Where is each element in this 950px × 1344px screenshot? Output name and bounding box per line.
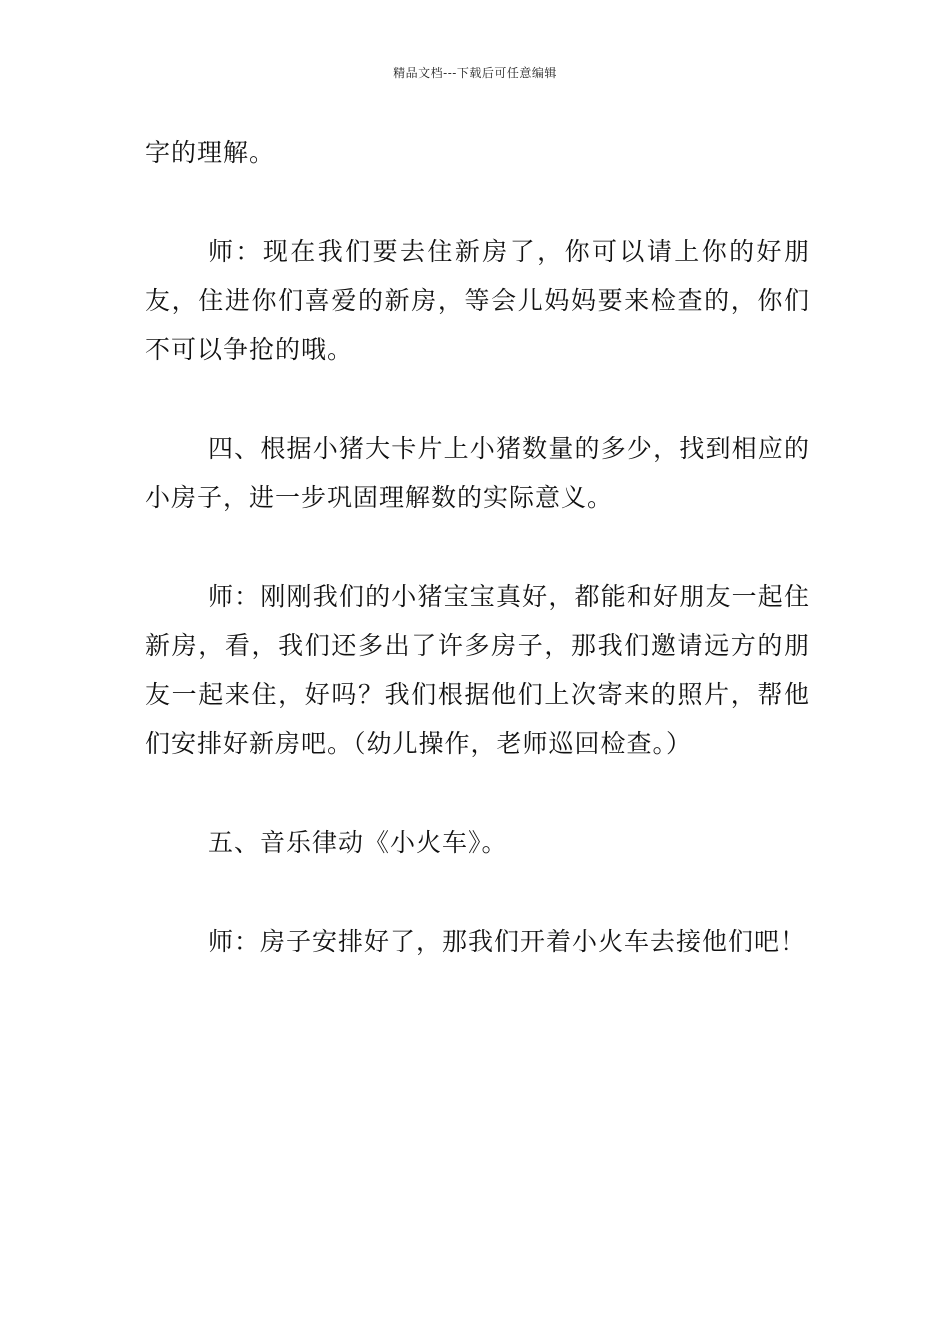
paragraph-teacher-train: 师：房子安排好了，那我们开着小火车去接他们吧！ xyxy=(208,927,807,956)
paragraph-teacher-arrange: 师：刚刚我们的小猪宝宝真好，都能和好朋友一起住新房，看，我们还多出了许多房子，那我们邀请远方的朋友一起来住，好吗？我们根据他们上次寄来的照片，帮他们安排好新房吧。（幼儿操作，老师巡回检查。） xyxy=(145,582,810,758)
paragraph-teacher-new-house: 师：现在我们要去住新房了，你可以请上你的好朋友，住进你们喜爱的新房，等会儿妈妈要来检查的，你们不可以争抢的哦。 xyxy=(145,237,810,364)
page-header: 精品文档---下载后可任意编辑 xyxy=(393,66,557,80)
paragraph-continuation: 字的理解。 xyxy=(145,138,276,167)
document-body xyxy=(145,128,810,966)
paragraph-step-four: 四、根据小猪大卡片上小猪数量的多少，找到相应的小房子，进一步巩固理解数的实际意义。 xyxy=(145,434,810,512)
paragraph-step-five: 五、音乐律动《小火车》。 xyxy=(208,828,508,857)
